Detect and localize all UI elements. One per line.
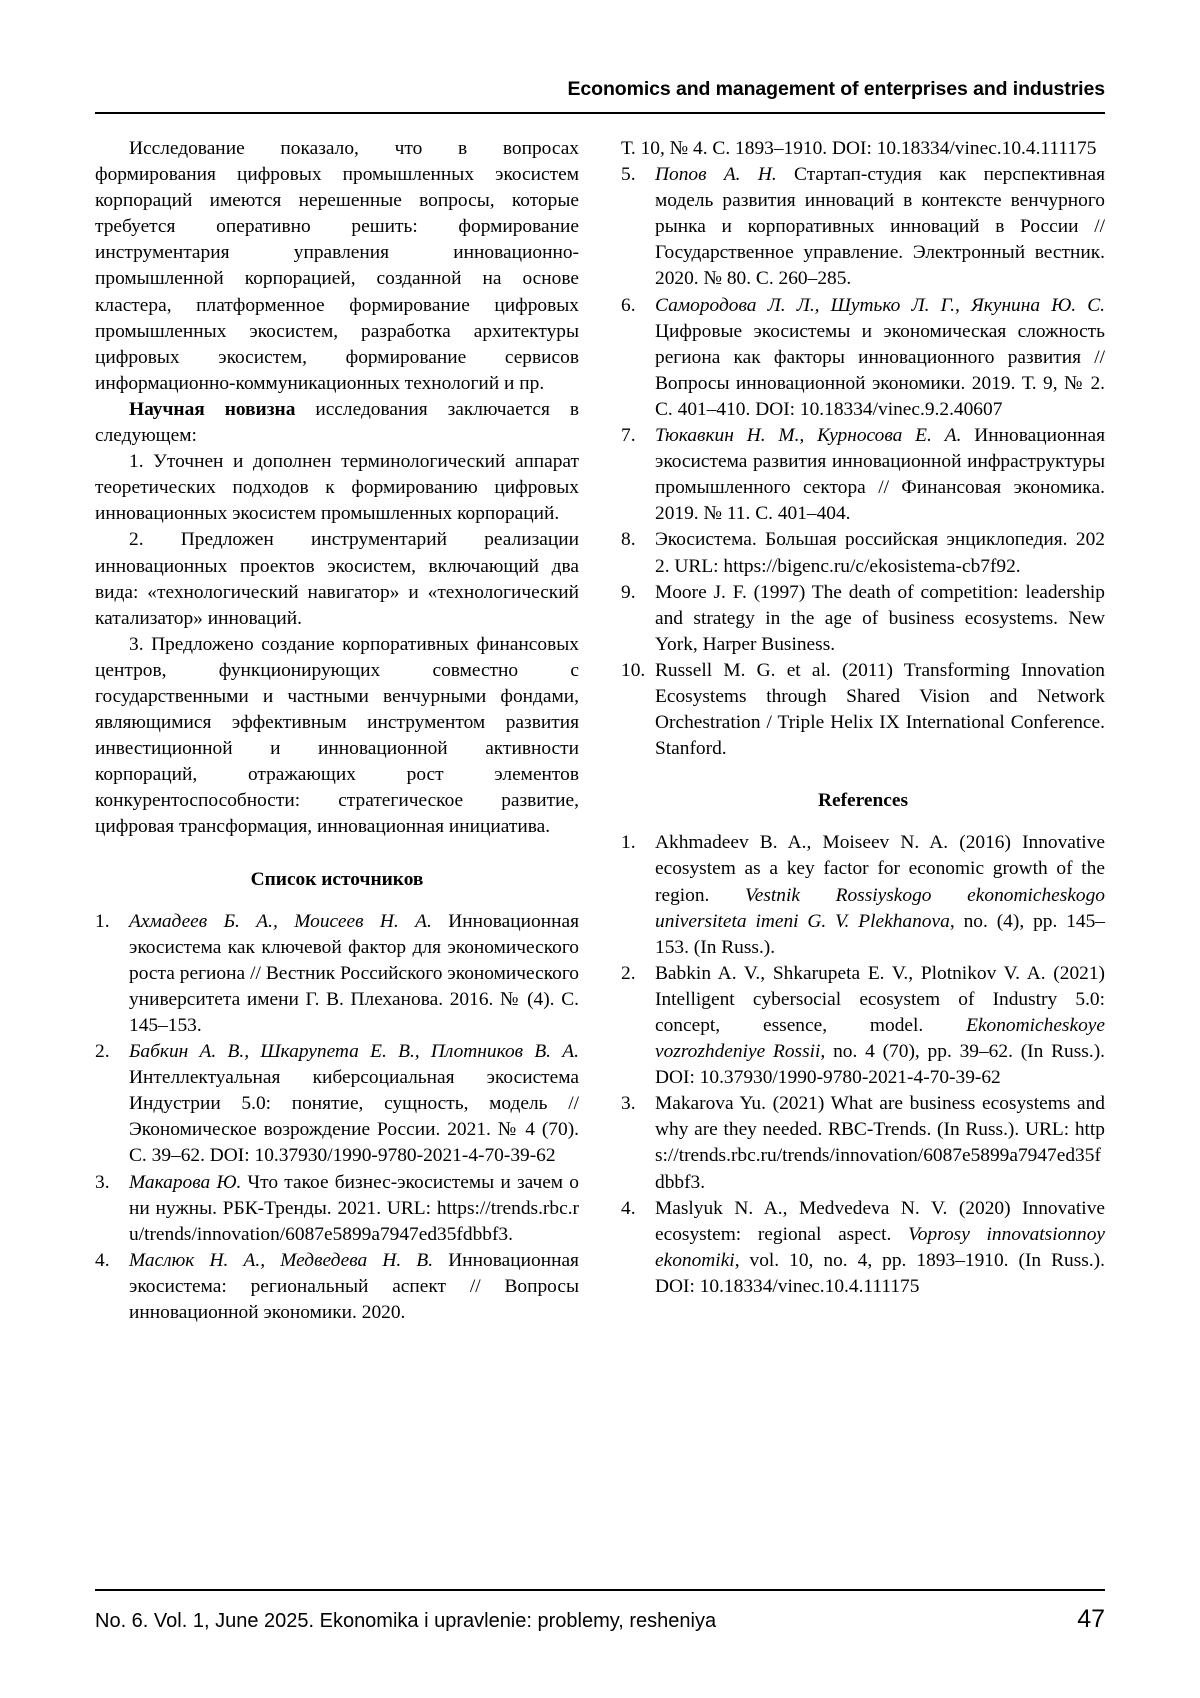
reference-text	[655, 830, 1105, 960]
source-rest: Инновационная экосистема развития инновационной инфраструктуры промышленного сектора // Финансовая экономика. 2019. № 11. С. 401–404.	[655, 425, 1105, 525]
source-number: 9.	[621, 581, 636, 603]
reference-number: 1.	[621, 832, 636, 854]
source-text	[129, 1248, 579, 1326]
source-rest: Moore J. F. (1997) The death of competition: leadership and strategy in the age of business ecosystems. New York, Harper Business.	[655, 581, 1105, 655]
source-authors: Попов А. Н.	[655, 164, 777, 186]
reference-text	[655, 961, 1105, 1091]
reference-number: 2.	[621, 962, 636, 984]
reference-source-title: Voprosy innovatsionnoy ekonomiki	[655, 1223, 1105, 1271]
source-authors: Ахмадеев Б. А., Моисеев Н. А.	[129, 910, 432, 932]
source-authors: Маслюк Н. А., Медведева Н. В.	[129, 1249, 434, 1271]
source-rest: Russell M. G. et al. (2011) Transforming Innovation Ecosystems through Shared Vision and Network Orchestration / Triple Helix IX International Conference. Stanford.	[655, 659, 1105, 760]
reference-source-title: Vestnik Rossiyskogo ekonomicheskogo universiteta imeni G. V. Plekhanova	[655, 884, 1105, 932]
source-number: 4.	[95, 1249, 110, 1271]
list-item	[621, 293, 1105, 423]
list-item	[621, 961, 1105, 1091]
paragraph-research-showed: Исследование показало, что в вопросах формирования цифровых промышленных экосистем корпораций имеются нерешенные вопросы, которые требуется оперативно решить: формирование инструментария управления инновационно-промышленной корпорацией, созданной на основе кластера, платформенное формирование цифровых промышленных экосистем, разработка архитектуры цифровых экосистем, формирование сервисов информационно-коммуникационных технологий и пр.	[95, 138, 579, 394]
two-column-body	[95, 136, 1105, 1516]
source-rest: Интеллектуальная киберсоциальная экосистема Индустрии 5.0: понятие, сущность, модель // Экономическое возрождение России. 2021. № 4 (70). С. 39–62. DOI: 10.37930/1990-9780-2021-4-70-39-62	[129, 1067, 579, 1167]
references-list	[621, 830, 1105, 1300]
list-item	[95, 1039, 579, 1169]
source-number: 8.	[621, 529, 636, 551]
list-item	[95, 909, 579, 1039]
reference-pre: Akhmadeev B. A., Moiseev N. A. (2016) Innovative ecosystem as a key factor for economic growth of the region.	[655, 832, 1105, 906]
source-rest: Цифровые экосистемы и экономическая сложность региона как факторы инновационного развития // Вопросы инновационной экономики. 2019. Т. 9, № 2. С. 401–410. DOI: 10.18334/vinec.9.2.40607	[655, 320, 1105, 420]
source-text	[655, 293, 1105, 423]
source-rest: Стартап-студия как перспективная модель развития инноваций в контексте венчурного рынка и корпоративных инноваций в России // Государственное управление. Электронный вестник. 2020. № 80. С. 260–285.	[655, 164, 1105, 290]
source-authors: Бабкин А. В., Шкарупета Е. В., Плотников В. А.	[129, 1041, 579, 1063]
source-authors: Самородова Л. Л., Шутько Л. Г., Якунина Ю. С.	[655, 294, 1105, 316]
source-rest: Инновационная экосистема: региональный аспект // Вопросы инновационной экономики. 2020.	[129, 1249, 579, 1324]
footer-row	[95, 1605, 1105, 1634]
sources-list	[95, 909, 579, 1327]
source-text	[129, 909, 579, 1039]
source-text	[655, 527, 1105, 579]
list-item	[95, 1170, 579, 1248]
list-item	[621, 658, 1105, 762]
source-number: 7.	[621, 425, 636, 447]
footer-journal-info: No. 6. Vol. 1, June 2025. Ekonomika i upravlenie: problemy, resheniya	[95, 1610, 717, 1632]
source-rest: Что такое бизнес-экосистемы и зачем они нужны. РБК-Тренды. 2021. URL: https://trends.rbc.ru/trends/innovation/6087e5899a7947ed35fdbbf3.	[129, 1171, 579, 1245]
source-number: 10.	[621, 659, 646, 681]
reference-post: , vol. 10, no. 4, pp. 1893–1910. (In Russ.). DOI: 10.18334/vinec.10.4.111175	[655, 1249, 1105, 1297]
reference-pre: Maslyuk N. A., Medvedeva N. V. (2020) Innovative ecosystem: regional aspect.	[655, 1197, 1105, 1245]
source-authors: Макарова Ю.	[129, 1171, 242, 1193]
reference-post: , no. 4 (70), pp. 39–62. (In Russ.). DOI: 10.37930/1990-9780-2021-4-70-39-62	[655, 1041, 1105, 1089]
source-number: 1.	[95, 910, 110, 932]
paragraph-novelty-3: 3. Предложено создание корпоративных финансовых центров, функционирующих совместно с государственными и частными венчурными фондами, являющимися эффективным инструментом развития инвестиционной и инновационной активности корпораций, отражающих рост элементов конкурентоспособности: стратегическое развитие, цифровая трансформация, инновационная инициатива.	[95, 633, 579, 838]
source-rest: Экосистема. Большая российская энциклопедия. 2022. URL: https://bigenc.ru/c/ekosistema-cb7f92.	[655, 529, 1105, 577]
reference-source-title: Ekonomicheskoye vozrozhdeniye Rossii	[655, 1015, 1105, 1063]
reference-number: 3.	[621, 1093, 636, 1115]
source-rest: Инновационная экосистема как ключевой фактор для экономического роста региона // Вестник Российского экономического университета имени Г. В. Плеханова. 2016. № (4). С. 145–153.	[129, 910, 579, 1036]
page-footer	[95, 1589, 1105, 1634]
list-item	[95, 1248, 579, 1326]
source-text	[655, 580, 1105, 658]
source-number: 5.	[621, 164, 636, 186]
running-head: Economics and management of enterprises and industries	[567, 78, 1105, 100]
reference-pre: Makarova Yu. (2021) What are business ecosystems and why are they needed. RBC-Trends. (In Russ.). URL: https://trends.rbc.ru/trends/innovation/6087e5899a7947ed35fdbbf3.	[655, 1093, 1105, 1193]
reference-text	[655, 1091, 1105, 1195]
source-text	[655, 162, 1105, 292]
reference-post: , no. (4), pp. 145–153. (In Russ.).	[655, 910, 1105, 958]
header-divider	[95, 112, 1105, 114]
source-text	[129, 1039, 579, 1169]
sources-list-continued	[621, 162, 1105, 762]
list-item	[621, 580, 1105, 658]
paragraph-novelty-1: 1. Уточнен и дополнен терминологический аппарат теоретических подходов к формированию цифровых инновационных экосистем промышленных корпораций.	[95, 451, 579, 525]
paragraph-scientific-novelty	[95, 397, 579, 449]
source-authors: Тюкавкин Н. М., Курносова Е. А.	[655, 425, 962, 447]
footer-divider	[95, 1589, 1105, 1591]
source-number: 6.	[621, 294, 636, 316]
left-column	[95, 136, 579, 1516]
novelty-lead-in: Научная новизна	[129, 398, 296, 420]
novelty-rest: исследования заключается в следующем:	[95, 398, 579, 447]
page-number: 47	[1077, 1605, 1105, 1633]
list-item	[621, 830, 1105, 960]
source-text	[129, 1170, 579, 1248]
paragraph-reference-continuation: Т. 10, № 4. С. 1893–1910. DOI: 10.18334/vinec.10.4.111175	[621, 138, 1097, 159]
reference-text	[655, 1196, 1105, 1300]
section-title-sources: Список источников	[250, 868, 424, 890]
source-number: 3.	[95, 1171, 110, 1193]
reference-number: 4.	[621, 1197, 636, 1219]
right-column	[621, 136, 1105, 1516]
list-item	[621, 1196, 1105, 1300]
source-text	[655, 658, 1105, 762]
list-item	[621, 423, 1105, 527]
list-item	[621, 527, 1105, 579]
list-item	[621, 162, 1105, 292]
source-text	[655, 423, 1105, 527]
source-number: 2.	[95, 1041, 110, 1063]
list-item	[621, 1091, 1105, 1195]
section-title-references: References	[817, 790, 909, 812]
reference-pre: Babkin A. V., Shkarupeta E. V., Plotnikov V. A. (2021) Intelligent cybersocial ecosystem of Industry 5.0: concept, essence, model.	[655, 962, 1105, 1036]
paragraph-novelty-2: 2. Предложен инструментарий реализации инновационных проектов экосистем, включающий два вида: «технологический навигатор» и «технологический катализатор» инноваций.	[95, 529, 579, 629]
